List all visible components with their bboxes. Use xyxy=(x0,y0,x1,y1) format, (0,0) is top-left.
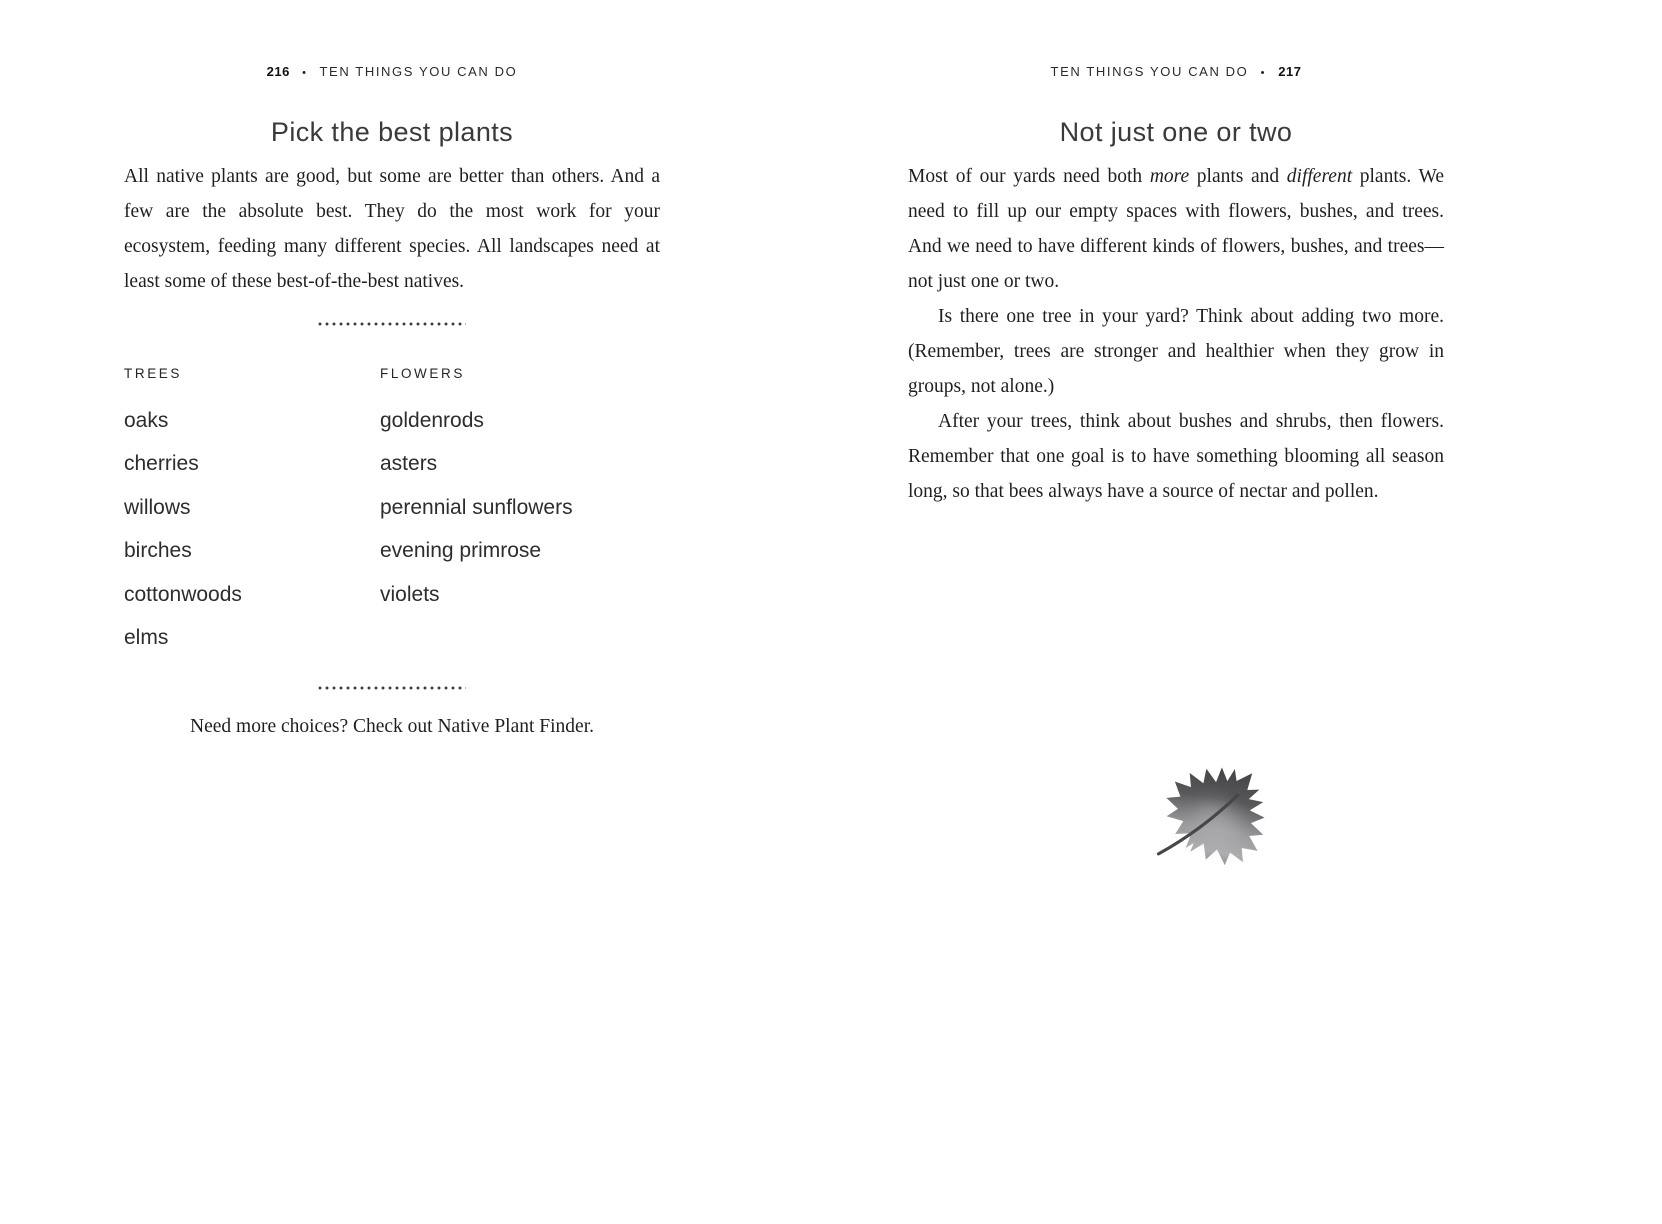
trees-column xyxy=(124,356,380,660)
running-head-title: TEN THINGS YOU CAN DO xyxy=(1050,64,1249,79)
trees-column-header: TREES xyxy=(124,366,183,381)
page-number-left: 216 xyxy=(266,64,290,79)
list-item: goldenrods xyxy=(380,408,484,432)
page-left xyxy=(124,0,660,1224)
paragraph: Most of our yards need both more plants and different plants. We need to fill up our empty spaces with flowers, bushes, and trees. And we need to have different kinds of flowers, bushes, and trees—not just one or two. xyxy=(908,166,1444,292)
trees-list xyxy=(124,399,380,660)
section-heading-right: Not just one or two xyxy=(1059,117,1293,147)
maple-leaf-illustration xyxy=(1058,692,1368,972)
running-head-title: TEN THINGS YOU CAN DO xyxy=(319,64,518,79)
dotted-divider-bottom xyxy=(318,686,466,690)
list-item: birches xyxy=(124,539,192,563)
list-item: oaks xyxy=(124,408,169,432)
flowers-column xyxy=(380,356,660,660)
flowers-list xyxy=(380,399,660,617)
plant-lists xyxy=(124,356,660,660)
paragraph: All native plants are good, but some are better than others. And a few are the absolute best. They do the most work for your ecosystem, feeding many different species. All landscapes need at least some of these best-of-the-best natives. xyxy=(124,166,660,292)
list-item: evening primrose xyxy=(380,539,542,563)
list-item: cherries xyxy=(124,452,199,476)
separator-dot: • xyxy=(1260,67,1267,79)
paragraph: After your trees, think about bushes and shrubs, then flowers. Remember that one goal is to have something blooming all season long, so that bees always have a source of nectar and pollen. xyxy=(908,411,1444,502)
page-right xyxy=(908,0,1444,1224)
running-head-left xyxy=(124,64,660,79)
page-number-right: 217 xyxy=(1278,64,1302,79)
list-item: violets xyxy=(380,582,440,606)
body-text-left xyxy=(124,159,660,299)
list-item: willows xyxy=(124,495,191,519)
body-text-right xyxy=(908,159,1444,509)
flowers-column-header: FLOWERS xyxy=(380,366,465,381)
list-item: perennial sunflowers xyxy=(380,495,573,519)
footer-note: Need more choices? Check out Native Plant Finder. xyxy=(190,716,594,737)
list-item: cottonwoods xyxy=(124,582,242,606)
separator-dot: • xyxy=(302,67,308,79)
list-item: asters xyxy=(380,452,438,476)
list-item: elms xyxy=(124,626,169,650)
section-heading-left: Pick the best plants xyxy=(270,117,514,147)
running-head-right xyxy=(908,64,1444,79)
paragraph: Is there one tree in your yard? Think about adding two more. (Remember, trees are stronger and healthier when they grow in groups, not alone.) xyxy=(908,306,1444,397)
maple-leaf-svg xyxy=(1058,692,1368,972)
dotted-divider-top xyxy=(318,322,466,326)
